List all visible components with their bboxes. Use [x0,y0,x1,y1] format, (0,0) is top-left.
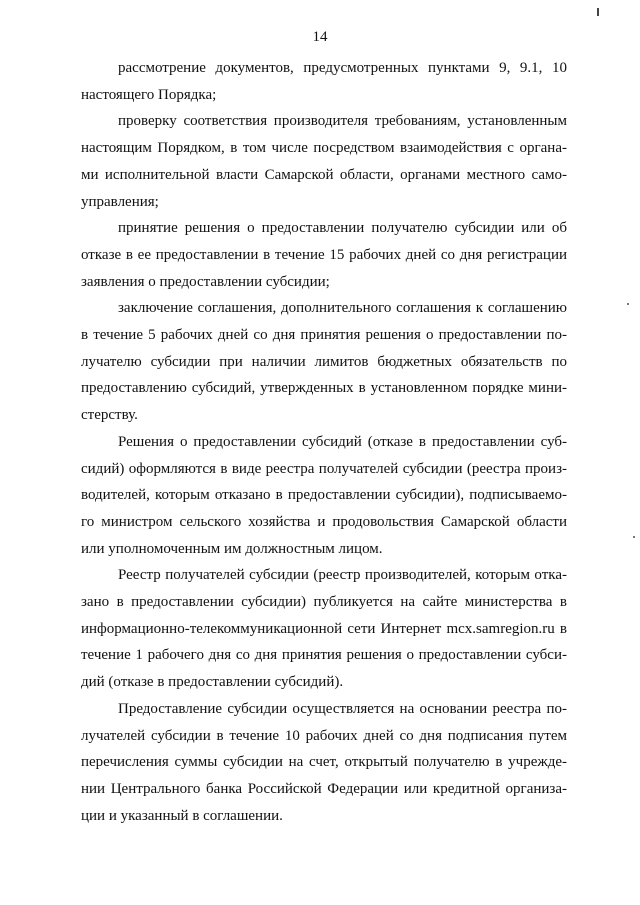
text-line: ции и указанный в соглашении. [81,807,283,824]
text-line: сидий) оформляются в виде реестра получателей субсидии (реестра произ- [81,460,567,477]
text-line: рассмотрение документов, предусмотренных пунктами 9, 9.1, 10 [118,60,567,76]
text-line: стерству. [81,407,138,424]
text-line: информационно-телекоммуникационной сети Интернет mcx.samregion.ru в [81,620,567,637]
text-line: ми исполнительной власти Самарской области, органами местного само- [81,166,567,183]
text-line: заявления о предоставлении субсидии; [81,273,330,290]
text-line: нии Центрального банка Российской Федерации или кредитной организа- [81,780,567,797]
text-line: дий (отказе в предоставлении субсидий). [81,674,344,691]
text-line: принятие решения о предоставлении получателю субсидии или об [118,220,567,237]
text-line: Реестр получателей субсидии (реестр производителей, которым отка- [118,567,567,584]
text-line: или уполномоченным им должностным лицом. [81,540,383,557]
page-number: 14 [312,29,328,45]
text-line: управления; [81,193,159,210]
text-line: настоящего Порядка; [81,86,217,103]
text-line: настоящим Порядком, в том числе посредством взаимодействия с органа- [81,140,567,157]
text-line: проверку соответствия производителя требованиям, установленным [118,113,567,130]
text-line: предоставлению субсидий, утвержденных в установленном порядке мини- [81,380,567,397]
text-line: Предоставление субсидии осуществляется на основании реестра по- [118,700,567,717]
text-line: го министром сельского хозяйства и продовольствия Самарской области [81,513,567,530]
text-line: течение 1 рабочего дня со дня принятия решения о предоставлении субси- [81,647,567,664]
text-line: отказе в ее предоставлении в течение 15 рабочих дней со дня регистрации [81,246,567,263]
text-line: перечисления суммы субсидии на счет, открытый получателю в учрежде- [81,754,567,771]
text-line: заключение соглашения, дополнительного соглашения к соглашению [118,300,567,317]
text-line: в течение 5 рабочих дней со дня принятия решения о предоставлении по- [81,327,567,343]
text-line: водителей, которым отказано в предоставлении субсидии), подписываемо- [81,487,567,504]
text-line: лучателей субсидии в течение 10 рабочих дней со дня подписания путем [81,727,567,744]
text-line: зано в предоставлении субсидии) публикуется на сайте министерства в [81,594,567,610]
text-line: лучателю субсидии при наличии лимитов бюджетных обязательств по [81,353,567,370]
text-line: Решения о предоставлении субсидий (отказе в предоставлении суб- [118,433,567,450]
